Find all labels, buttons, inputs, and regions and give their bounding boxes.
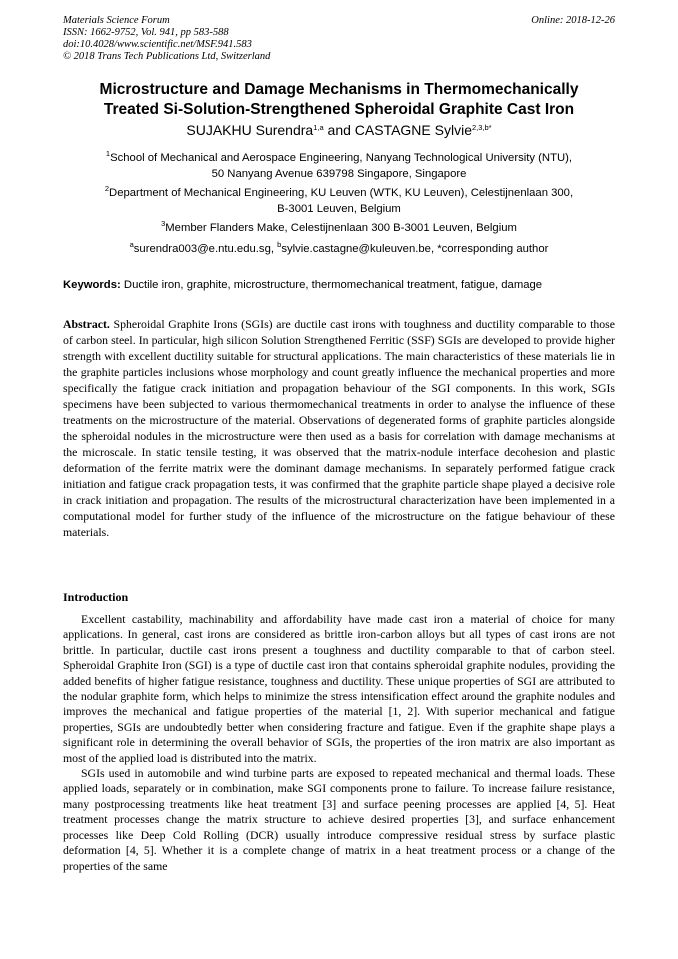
affiliation-3-line-1: Member Flanders Make, Celestijnenlaan 300 B-3001 Leuven, Belgium bbox=[165, 222, 517, 234]
doi-line: doi:10.4028/www.scientific.net/MSF.941.583 bbox=[63, 39, 252, 50]
keywords bbox=[63, 278, 623, 292]
email-b: sylvie.castagne@kuleuven.be, *corresponding author bbox=[281, 243, 549, 255]
copyright-line: © 2018 Trans Tech Publications Ltd, Switzerland bbox=[63, 51, 271, 62]
affiliation-3 bbox=[50, 220, 628, 236]
affiliation-1 bbox=[50, 150, 628, 182]
introduction-body bbox=[63, 612, 615, 874]
abstract-text: Spheroidal Graphite Irons (SGIs) are ductile cast irons with toughness and ductility comparable to those of carbon steel. In particular, high silicon Solution Strengthened Ferritic (SSF) SGIs are developed to provide higher strength with excellent ductility suitable for structural applications. The main characteristics of these materials lie in the graphite particles inclusions whose morphology and count greatly influence the mechanical properties and more specifically the fatigue crack initiation and propagation behaviour of the SGI components. In this work, SGIs specimens have been subjected to various thermomechanical treatments in order to analyse the influence of these treatments on the microstructure of the material. Observations of degenerated forms of graphite particles alongside the spheroidal nodules in the microstructure were then used as a basis for correlation with damage mechanisms at the microscale. In static tensile testing, it was observed that the matrix-nodule interface decohesion and plastic deformation of the ferrite matrix were the dominant damage mechanisms. In separately performed fatigue crack initiation and fatigue crack propagation tests, it was confirmed that the graphite particle shape played a decisive role in crack initiation and propagation. The results of the microstructural characterization have been implemented in a computational model for further study of the influence of the microstructure on the fatigue behaviour of these materials. bbox=[63, 317, 615, 539]
email-b-marker: b bbox=[277, 240, 282, 249]
affiliation-1-number: 1 bbox=[105, 149, 111, 158]
introduction-paragraph-2: SGIs used in automobile and wind turbine parts are exposed to repeated mechanical and thermal loads. These applied loads, separately or in combination, make SGI components prone to failure. To increase failure resistance, many postprocessing treatments like heat treatment [3] and surface peening processes are applied [4, 5]. Heat treatment processes change the matrix structure to achieve desired properties [3], and surface enhancement processes like Deep Cold Rolling (DCR) usually introduce compressive residual stress by surface plastic deformation [4, 5]. Whether it is a complete change of matrix in a heat treatment process or a change of the properties of the same bbox=[63, 766, 615, 873]
section-heading-introduction: Introduction bbox=[63, 590, 129, 604]
affiliation-2 bbox=[50, 185, 628, 217]
keywords-label: Keywords: bbox=[63, 279, 121, 291]
affiliation-1-line-2: 50 Nanyang Avenue 639798 Singapore, Singapore bbox=[211, 168, 467, 180]
email-a: surendra003@e.ntu.edu.sg, bbox=[133, 243, 278, 255]
keywords-text: Ductile iron, graphite, microstructure, thermomechanical treatment, fatigue, damage bbox=[120, 279, 543, 291]
author-emails bbox=[50, 241, 628, 257]
author-list bbox=[40, 121, 638, 139]
affiliation-2-number: 2 bbox=[104, 184, 110, 193]
author-2: CASTAGNE Sylvie bbox=[354, 122, 472, 138]
online-date: Online: 2018-12-26 bbox=[531, 15, 615, 26]
paper-title bbox=[40, 80, 638, 120]
journal-name: Materials Science Forum bbox=[63, 15, 170, 26]
title-line-1: Microstructure and Damage Mechanisms in Thermomechanically bbox=[99, 81, 579, 98]
affiliation-2-line-2: B-3001 Leuven, Belgium bbox=[277, 203, 401, 215]
affiliation-1-line-1: School of Mechanical and Aerospace Engineering, Nanyang Technological University (NTU), bbox=[110, 152, 573, 164]
author-conjunction: and bbox=[323, 122, 355, 138]
author-1-affiliation: 1,a bbox=[313, 123, 324, 132]
issn-line: ISSN: 1662-9752, Vol. 941, pp 583-588 bbox=[63, 27, 229, 38]
author-1: SUJAKHU Surendra bbox=[186, 122, 314, 138]
journal-header bbox=[63, 15, 270, 63]
abstract bbox=[63, 316, 615, 540]
introduction-paragraph-1: Excellent castability, machinability and affordability have made cast iron a material of choice for many applications. In general, cast irons are considered as brittle iron-carbon alloys but all types of cast irons are not brittle. In particular, ductile cast irons present a toughness and ductility comparable to that of carbon steel. Spheroidal Graphite Iron (SGI) is a type of ductile cast iron that contains spheroidal graphite nodules, providing the added benefits of higher fatigue resistance, toughness and ductility. These unique properties of SGI are attributed to the nodular graphite form, which helps to minimize the stress intensification effect around the graphite nodules and improves the mechanical and fatigue properties of the material [1, 2]. With superior mechanical and fatigue properties, SGIs are undoubtedly better when considering fracture and fatigue. Even if the graphite shape plays a significant role in determining the overall behavior of SGIs, the properties of the iron matrix are also important as most of the applied load is distributed into the matrix. bbox=[63, 612, 615, 765]
abstract-label: Abstract. bbox=[63, 317, 110, 331]
affiliation-2-line-1: Department of Mechanical Engineering, KU Leuven (WTK, KU Leuven), Celestijnenlaan 300, bbox=[109, 187, 574, 199]
title-line-2: Treated Si-Solution-Strengthened Spheroidal Graphite Cast Iron bbox=[103, 101, 575, 118]
affiliation-3-number: 3 bbox=[161, 219, 166, 228]
author-2-affiliation: 2,3,b* bbox=[472, 123, 492, 132]
email-a-marker: a bbox=[129, 240, 134, 249]
